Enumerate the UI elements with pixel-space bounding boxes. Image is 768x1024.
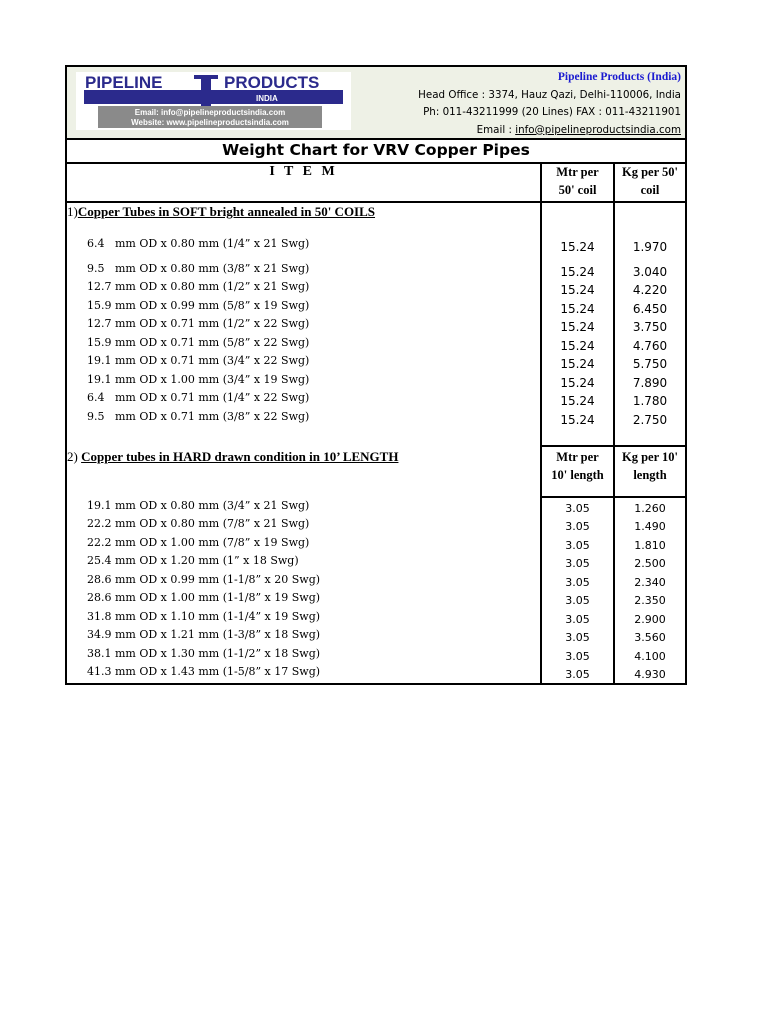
table-row-kg: 1.810: [634, 539, 666, 552]
table-row-item: 31.8 mm OD x 1.10 mm (1-1/4” x 19 Swg): [87, 610, 321, 623]
phone-fax: Ph: 011-43211999 (20 Lines) FAX : 011-43211901: [423, 106, 681, 119]
table-row-mtr: 3.05: [565, 539, 590, 552]
table-row-mtr: 15.24: [560, 394, 595, 408]
table-row-item: 15.9 mm OD x 0.99 mm (5/8” x 19 Swg): [87, 299, 310, 312]
table-row-mtr: 15.24: [560, 265, 595, 279]
table-row-item: 6.4 mm OD x 0.71 mm (1/4” x 22 Swg): [87, 391, 310, 404]
table-row-kg: 2.750: [632, 413, 668, 427]
section2-heading: 2) Copper tubes in HARD drawn condition in 10’ LENGTH: [67, 449, 399, 464]
section1-heading: 1)Copper Tubes in SOFT bright annealed in 50' COILS: [67, 204, 376, 219]
table-row-kg: 4.220: [632, 283, 668, 297]
table-row-item: 41.3 mm OD x 1.43 mm (1-5/8” x 17 Swg): [87, 665, 321, 678]
logo-brand-sub: INDIA: [256, 94, 278, 103]
table-row-kg: 3.560: [634, 631, 666, 644]
pipeline-products-logo: [76, 72, 351, 130]
table-row-item: 12.7 mm OD x 0.71 mm (1/2” x 22 Swg): [87, 317, 310, 330]
kg-per-coil-header: Kg per 50' coil: [621, 165, 679, 197]
section2-header-top: [540, 445, 685, 447]
letterhead: [67, 67, 685, 140]
contact-block: [418, 69, 681, 139]
table-row-item: 22.2 mm OD x 1.00 mm (7/8” x 19 Swg): [87, 536, 310, 549]
table-row-item: 28.6 mm OD x 1.00 mm (1-1/8” x 19 Swg): [87, 591, 321, 604]
table-row-kg: 1.780: [632, 394, 668, 408]
item-column-header: I T E M: [269, 164, 338, 179]
table-row-mtr: 3.05: [565, 631, 590, 644]
logo-email-line: Email: info@pipelineproductsindia.com: [134, 108, 286, 117]
email-label: Email :: [476, 123, 516, 136]
table-row-item: 9.5 mm OD x 0.80 mm (3/8” x 21 Swg): [87, 262, 310, 275]
table-row-kg: 2.350: [634, 594, 666, 607]
table-row-mtr: 3.05: [565, 613, 590, 626]
table-row-mtr: 15.24: [560, 240, 595, 254]
table-row-item: 25.4 mm OD x 1.20 mm (1” x 18 Swg): [87, 554, 299, 567]
table-row-item: 38.1 mm OD x 1.30 mm (1-1/2” x 18 Swg): [87, 647, 321, 660]
table-row-mtr: 15.24: [560, 283, 595, 297]
table-row-kg: 7.890: [632, 376, 668, 390]
table-row-item: 28.6 mm OD x 0.99 mm (1-1/8” x 20 Swg): [87, 573, 321, 586]
table-row-item: 19.1 mm OD x 0.80 mm (3/4” x 21 Swg): [87, 499, 310, 512]
table-row-kg: 2.900: [634, 613, 666, 626]
table-row-mtr: 3.05: [565, 576, 590, 589]
email-link[interactable]: info@pipelineproductsindia.com: [515, 123, 681, 136]
table-row-kg: 4.930: [634, 668, 666, 681]
table-row-kg: 1.490: [634, 520, 666, 533]
table-row-mtr: 3.05: [565, 502, 590, 515]
head-office-address: Head Office : 3374, Hauz Qazi, Delhi-110006, India: [418, 88, 681, 101]
table-row-kg: 2.340: [634, 576, 666, 589]
logo-brand-right: PRODUCTS: [224, 73, 320, 92]
table-row-kg: 4.760: [632, 339, 668, 353]
table-row-mtr: 15.24: [560, 376, 595, 390]
weight-chart-table: [65, 65, 687, 685]
table-row-kg: 5.750: [632, 357, 668, 371]
table-row-item: 15.9 mm OD x 0.71 mm (5/8” x 22 Swg): [87, 336, 310, 349]
table-row-mtr: 3.05: [565, 668, 590, 681]
logo-website-line: Website: www.pipelineproductsindia.com: [131, 118, 289, 127]
table-row-kg: 3.750: [632, 320, 668, 334]
company-name: Pipeline Products (India): [557, 71, 681, 83]
table-row-kg: 6.450: [632, 302, 668, 316]
table-row-mtr: 3.05: [565, 650, 590, 663]
table-row-kg: 2.500: [634, 557, 666, 570]
table-row-kg: 4.100: [634, 650, 666, 663]
table-row-item: 34.9 mm OD x 1.21 mm (1-3/8” x 18 Swg): [87, 628, 321, 641]
section2-header-bottom: [540, 496, 685, 498]
table-row-kg: 3.040: [632, 265, 668, 279]
table-row-mtr: 3.05: [565, 557, 590, 570]
table-row-kg: 1.260: [634, 502, 666, 515]
table-row-item: 22.2 mm OD x 0.80 mm (7/8” x 21 Swg): [87, 517, 310, 530]
table-row-mtr: 3.05: [565, 520, 590, 533]
logo-brand-left: PIPELINE: [85, 73, 163, 92]
table-row-item: 19.1 mm OD x 0.71 mm (3/4” x 22 Swg): [87, 354, 310, 367]
kg-per-length-header: Kg per 10' length: [621, 450, 679, 482]
table-row-item: 6.4 mm OD x 0.80 mm (1/4” x 21 Swg): [87, 237, 310, 250]
table-row-item: 12.7 mm OD x 0.80 mm (1/2” x 21 Swg): [87, 280, 310, 293]
table-row-mtr: 15.24: [560, 413, 595, 427]
table-row-mtr: 3.05: [565, 594, 590, 607]
table-row-item: 9.5 mm OD x 0.71 mm (3/8” x 22 Swg): [87, 410, 310, 423]
mtr-per-coil-header: Mtr per 50' coil: [556, 165, 599, 197]
table-row-mtr: 15.24: [560, 357, 595, 371]
table-row-mtr: 15.24: [560, 302, 595, 316]
table-row-mtr: 15.24: [560, 339, 595, 353]
table-row-mtr: 15.24: [560, 320, 595, 334]
chart-title: Weight Chart for VRV Copper Pipes: [67, 138, 685, 164]
table-row-item: 19.1 mm OD x 1.00 mm (3/4” x 19 Swg): [87, 373, 310, 386]
mtr-per-length-header: Mtr per 10' length: [551, 450, 604, 482]
email-line: [418, 122, 681, 140]
table-row-kg: 1.970: [632, 240, 668, 254]
